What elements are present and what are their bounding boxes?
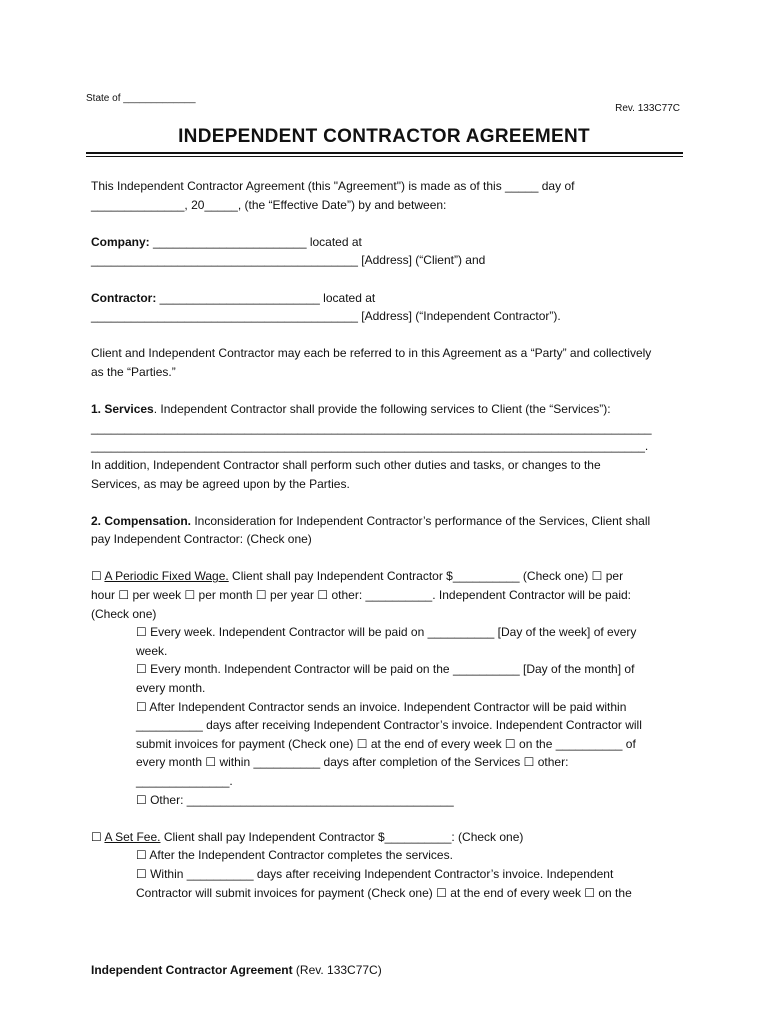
- periodic-wage-line-1: [91, 567, 681, 586]
- services-text: . Independent Contractor shall provide the following services to Client (the “Services”):: [153, 402, 611, 417]
- compensation-heading: 2. Compensation.: [91, 513, 192, 528]
- services-additional-1: In addition, Independent Contractor shall perform such other duties and tasks, or changes to the: [91, 457, 601, 472]
- company-line-1: [91, 233, 681, 252]
- set-fee-label: A Set Fee.: [104, 829, 161, 844]
- services-intro: [91, 400, 681, 419]
- option-after-completion: ☐ After the Independent Contractor completes the services.: [136, 848, 453, 863]
- parties-line-2: as the “Parties.”: [91, 364, 176, 379]
- option-every-week-2: week.: [136, 643, 168, 658]
- periodic-wage-label: A Periodic Fixed Wage.: [104, 569, 229, 584]
- intro-line-2: ______________, 20_____, (the “Effective Date”) by and between:: [91, 197, 447, 212]
- services-blank-2: ___________________________________________________________________________________.: [91, 439, 649, 454]
- compensation-intro: [91, 512, 681, 531]
- set-fee-line-1: [91, 828, 681, 847]
- contractor-line-1: [91, 289, 681, 308]
- compensation-text: Inconsideration for Independent Contractor’s performance of the Services, Client shall: [191, 513, 651, 528]
- option-invoice-5: ______________.: [136, 774, 233, 788]
- title-rule-thin: [86, 156, 683, 157]
- option-other: ☐ Other: ________________________________________: [136, 792, 454, 807]
- state-field: State of _____________: [86, 93, 196, 104]
- document-title: INDEPENDENT CONTRACTOR AGREEMENT: [178, 126, 590, 147]
- option-every-month-2: every month.: [136, 681, 206, 696]
- contractor-name-blank: ________________________ located at: [156, 290, 376, 305]
- company-label: Company:: [91, 234, 150, 249]
- revision-code: Rev. 133C77C: [615, 103, 680, 114]
- option-invoice-4: every month ☐ within __________ days after completion of the Services ☐ other:: [136, 755, 569, 770]
- checkbox-set-fee[interactable]: ☐: [91, 829, 105, 844]
- page-footer: [91, 963, 382, 977]
- company-name-blank: _______________________ located at: [149, 234, 362, 249]
- title-rule-thick: [86, 152, 683, 154]
- parties-line-1: Client and Independent Contractor may each be referred to in this Agreement as a “Party” and collectively: [91, 346, 652, 361]
- option-every-week-1: ☐ Every week. Independent Contractor will be paid on __________ [Day of the week] of every: [136, 625, 637, 640]
- set-fee-text: Client shall pay Independent Contractor $__________: (Check one): [160, 829, 524, 844]
- services-additional-2: Services, as may be agreed upon by the Parties.: [91, 476, 350, 491]
- document-body: [91, 177, 681, 902]
- checkbox-periodic-wage[interactable]: ☐: [91, 569, 105, 584]
- contractor-label: Contractor:: [91, 290, 157, 305]
- services-heading: 1. Services: [91, 402, 154, 417]
- compensation-line-2: pay Independent Contractor: (Check one): [91, 532, 312, 547]
- periodic-wage-line-2: hour ☐ per week ☐ per month ☐ per year ☐ other: __________. Independent Contractor will be paid:: [91, 588, 632, 603]
- company-address-line: ________________________________________ [Address] (“Client”) and: [91, 253, 486, 268]
- intro-line-1: This Independent Contractor Agreement (this "Agreement") is made as of this _____ day of: [91, 179, 575, 193]
- footer-rev: (Rev. 133C77C): [292, 963, 382, 977]
- option-within-days-2: Contractor will submit invoices for payment (Check one) ☐ at the end of every week ☐ on the: [136, 885, 632, 900]
- periodic-wage-line-3: (Check one): [91, 606, 157, 621]
- footer-title: Independent Contractor Agreement: [91, 963, 293, 977]
- option-invoice-2: __________ days after receiving Independent Contractor’s invoice. Independent Contractor will: [136, 718, 642, 733]
- option-invoice-3: submit invoices for payment (Check one) ☐ at the end of every week ☐ on the __________ of: [136, 736, 636, 751]
- services-blank-1: ____________________________________________________________________________________: [91, 420, 652, 435]
- option-within-days-1: ☐ Within __________ days after receiving Independent Contractor’s invoice. Independent: [136, 866, 614, 881]
- contractor-address-line: ________________________________________ [Address] (“Independent Contractor”).: [91, 309, 561, 324]
- periodic-wage-text: Client shall pay Independent Contractor $__________ (Check one) ☐ per: [228, 569, 624, 584]
- option-invoice-1: ☐ After Independent Contractor sends an invoice. Independent Contractor will be paid within: [136, 699, 627, 714]
- option-every-month-1: ☐ Every month. Independent Contractor will be paid on the __________ [Day of the month] of: [136, 662, 635, 677]
